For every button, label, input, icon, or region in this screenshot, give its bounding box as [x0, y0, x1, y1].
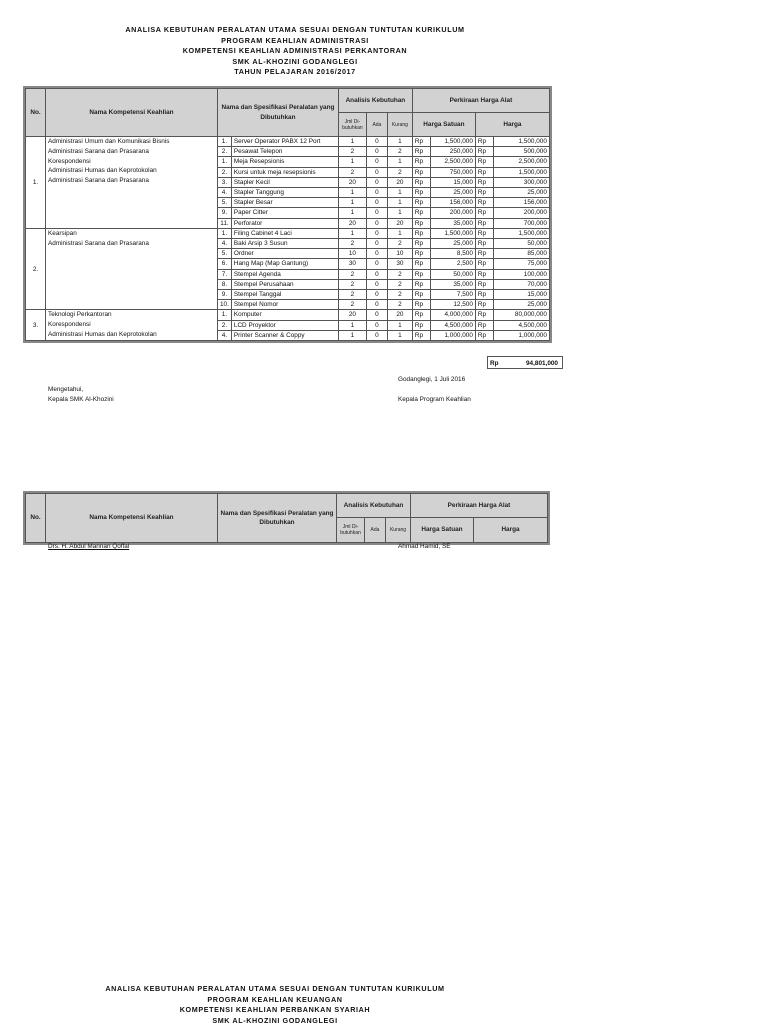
item-harga: 1,000,000: [493, 330, 549, 340]
item-currency: Rp: [412, 259, 430, 269]
item-name: Kursi untuk meja resepsionis: [231, 167, 338, 177]
item-harga: 1,500,000: [493, 167, 549, 177]
item-currency: Rp: [475, 157, 493, 167]
item-name: Hang Map (Map Gantung): [231, 259, 338, 269]
item-ada: 0: [366, 249, 387, 259]
item-currency: Rp: [412, 208, 430, 218]
item-currency: Rp: [475, 188, 493, 198]
header-analisis: Analisis Kebutuhan: [337, 494, 411, 518]
item-name: Stempel Nomor: [231, 300, 338, 310]
item-harga-satuan: 7,500: [430, 290, 475, 300]
header-jml: Jml Di-butuhkan: [338, 113, 366, 137]
item-harga: 15,000: [493, 290, 549, 300]
header-nama-spesifikasi: Nama dan Spesifikasi Peralatan yang Dibutuhkan: [218, 494, 337, 543]
title-line: ANALISA KEBUTUHAN PERALATAN UTAMA SESUAI DENGAN TUNTUTAN KURIKULUM: [0, 984, 560, 995]
item-currency: Rp: [412, 167, 430, 177]
item-no: 5.: [218, 249, 232, 259]
item-name: Komputer: [231, 310, 338, 320]
item-kurang: 2: [387, 300, 412, 310]
item-jml: 1: [338, 157, 366, 167]
document-title-2: [0, 984, 560, 1026]
item-harga: 75,000: [493, 259, 549, 269]
kompetensi-line: Administrasi Sarana dan Prasarana: [48, 239, 215, 249]
item-currency: Rp: [412, 228, 430, 238]
title-line: PROGRAM KEAHLIAN ADMINISTRASI: [0, 36, 590, 47]
header-kompetensi: Nama Kompetensi Keahlian: [46, 89, 218, 137]
group-no: 2.: [26, 228, 46, 310]
item-kurang: 2: [387, 279, 412, 289]
equipment-table-2: [25, 493, 548, 543]
item-harga-satuan: 250,000: [430, 147, 475, 157]
kompetensi-line: Administrasi Humas dan Keprotokolan: [48, 166, 215, 176]
item-ada: 0: [366, 239, 387, 249]
item-harga: 4,500,000: [493, 320, 549, 330]
item-harga-satuan: 25,000: [430, 188, 475, 198]
item-name: Stempel Tanggal: [231, 290, 338, 300]
header-harga: Harga: [474, 518, 548, 543]
header-no: No.: [26, 89, 46, 137]
item-kurang: 1: [387, 320, 412, 330]
header-kurang: Kurang: [387, 113, 412, 137]
signer-left: Drs. H. Abdul Mannan Qoffal: [48, 543, 129, 550]
table-row: [26, 310, 550, 320]
item-currency: Rp: [412, 137, 430, 147]
item-harga-satuan: 35,000: [430, 279, 475, 289]
kompetensi-line: Teknologi Perkantoran: [48, 310, 215, 320]
item-currency: Rp: [475, 208, 493, 218]
item-jml: 1: [338, 320, 366, 330]
item-name: Stapler Tanggung: [231, 188, 338, 198]
item-harga: 70,000: [493, 279, 549, 289]
item-harga-satuan: 12,500: [430, 300, 475, 310]
item-kurang: 2: [387, 290, 412, 300]
item-ada: 0: [366, 147, 387, 157]
item-harga: 50,000: [493, 239, 549, 249]
table-row: [26, 228, 550, 238]
item-jml: 20: [338, 218, 366, 228]
item-no: 7.: [218, 269, 232, 279]
item-no: 5.: [218, 198, 232, 208]
item-harga-satuan: 8,500: [430, 249, 475, 259]
item-harga: 156,000: [493, 198, 549, 208]
item-currency: Rp: [475, 300, 493, 310]
item-name: Perforator: [231, 218, 338, 228]
item-kurang: 10: [387, 249, 412, 259]
item-harga: 25,000: [493, 300, 549, 310]
item-jml: 2: [338, 167, 366, 177]
title-line: SMK AL-KHOZINI GODANGLEGI: [0, 57, 590, 68]
item-harga-satuan: 1,500,000: [430, 137, 475, 147]
item-no: 6.: [218, 259, 232, 269]
item-ada: 0: [366, 137, 387, 147]
header-kurang: Kurang: [386, 518, 411, 543]
item-jml: 30: [338, 259, 366, 269]
item-jml: 1: [338, 198, 366, 208]
item-currency: Rp: [412, 249, 430, 259]
place-date: Godanglegi, 1 Juli 2016: [398, 376, 465, 383]
item-name: Stempel Agenda: [231, 269, 338, 279]
header-analisis: Analisis Kebutuhan: [338, 89, 412, 113]
item-no: 4.: [218, 330, 232, 340]
item-currency: Rp: [475, 218, 493, 228]
item-harga-satuan: 2,500,000: [430, 157, 475, 167]
item-ada: 0: [366, 177, 387, 187]
item-currency: Rp: [412, 218, 430, 228]
item-jml: 1: [338, 137, 366, 147]
item-currency: Rp: [412, 330, 430, 340]
item-jml: 1: [338, 188, 366, 198]
item-currency: Rp: [475, 177, 493, 187]
header-perkiraan: Perkiraan Harga Alat: [411, 494, 548, 518]
item-name: Stapler Besar: [231, 198, 338, 208]
item-jml: 2: [338, 279, 366, 289]
item-ada: 0: [366, 330, 387, 340]
document-title: [0, 25, 590, 78]
item-harga-satuan: 4,500,000: [430, 320, 475, 330]
group-kompetensi: [46, 228, 218, 310]
item-currency: Rp: [412, 320, 430, 330]
item-currency: Rp: [412, 290, 430, 300]
item-kurang: 20: [387, 218, 412, 228]
item-currency: Rp: [412, 269, 430, 279]
item-jml: 2: [338, 147, 366, 157]
item-harga: 300,000: [493, 177, 549, 187]
item-currency: Rp: [412, 300, 430, 310]
item-harga-satuan: 4,000,000: [430, 310, 475, 320]
item-kurang: 2: [387, 147, 412, 157]
item-harga: 200,000: [493, 208, 549, 218]
item-name: Baki Arsip 3 Susun: [231, 239, 338, 249]
header-harga: Harga: [475, 113, 549, 137]
header-no: No.: [26, 494, 46, 543]
item-ada: 0: [366, 300, 387, 310]
item-currency: Rp: [475, 239, 493, 249]
total-value: 94,801,000: [526, 357, 562, 370]
item-harga-satuan: 50,000: [430, 269, 475, 279]
item-harga-satuan: 156,000: [430, 198, 475, 208]
item-ada: 0: [366, 167, 387, 177]
table-body: [26, 137, 550, 341]
item-no: 3.: [218, 177, 232, 187]
kepala-smk: Kepala SMK Al-Khozini: [48, 396, 114, 403]
item-ada: 0: [366, 259, 387, 269]
item-ada: 0: [366, 269, 387, 279]
item-harga: 80,000,000: [493, 310, 549, 320]
item-harga: 100,000: [493, 269, 549, 279]
item-ada: 0: [366, 310, 387, 320]
item-ada: 0: [366, 218, 387, 228]
title-line: KOMPETENSI KEAHLIAN PERBANKAN SYARIAH: [0, 1005, 560, 1016]
item-harga: 2,500,000: [493, 157, 549, 167]
group-kompetensi: [46, 310, 218, 341]
item-name: Filing Cabinet 4 Laci: [231, 228, 338, 238]
total-box: [487, 356, 563, 369]
item-currency: Rp: [475, 290, 493, 300]
kompetensi-line: Administrasi Sarana dan Prasarana: [48, 176, 215, 186]
item-ada: 0: [366, 188, 387, 198]
item-ada: 0: [366, 208, 387, 218]
item-no: 10.: [218, 300, 232, 310]
item-currency: Rp: [475, 330, 493, 340]
item-jml: 1: [338, 208, 366, 218]
item-currency: Rp: [412, 239, 430, 249]
item-kurang: 2: [387, 167, 412, 177]
item-no: 9.: [218, 290, 232, 300]
group-no: 3.: [26, 310, 46, 341]
item-kurang: 1: [387, 228, 412, 238]
item-kurang: 20: [387, 177, 412, 187]
kompetensi-line: Korespondensi: [48, 157, 215, 167]
item-jml: 2: [338, 239, 366, 249]
item-harga: 85,000: [493, 249, 549, 259]
item-kurang: 1: [387, 157, 412, 167]
mengetahui: Mengetahui,: [48, 386, 83, 393]
item-no: 4.: [218, 239, 232, 249]
item-currency: Rp: [475, 137, 493, 147]
item-currency: Rp: [475, 310, 493, 320]
item-jml: 2: [338, 290, 366, 300]
item-currency: Rp: [412, 157, 430, 167]
item-currency: Rp: [412, 310, 430, 320]
item-currency: Rp: [475, 259, 493, 269]
kompetensi-line: Administrasi Umum dan Komunikasi Bisnis: [48, 137, 215, 147]
item-kurang: 1: [387, 198, 412, 208]
header-nama-spesifikasi: Nama dan Spesifikasi Peralatan yang Dibutuhkan: [218, 89, 339, 137]
item-ada: 0: [366, 290, 387, 300]
header-harga-satuan: Harga Satuan: [412, 113, 475, 137]
title-line: PROGRAM KEAHLIAN KEUANGAN: [0, 995, 560, 1006]
item-name: Meja Resepsionis: [231, 157, 338, 167]
signer-right: Ahmad Hamid, SE: [398, 543, 451, 550]
item-name: Printer Scanner & Coppy: [231, 330, 338, 340]
item-kurang: 30: [387, 259, 412, 269]
item-currency: Rp: [475, 228, 493, 238]
item-kurang: 2: [387, 269, 412, 279]
title-line: TAHUN PELAJARAN 2016/2017: [0, 67, 590, 78]
item-no: 2.: [218, 320, 232, 330]
item-currency: Rp: [475, 320, 493, 330]
item-ada: 0: [366, 320, 387, 330]
item-currency: Rp: [412, 177, 430, 187]
item-currency: Rp: [475, 167, 493, 177]
item-currency: Rp: [475, 249, 493, 259]
header-perkiraan: Perkiraan Harga Alat: [412, 89, 549, 113]
item-name: Server Operator PABX 12 Port: [231, 137, 338, 147]
item-jml: 1: [338, 330, 366, 340]
title-line: SMK AL-KHOZINI GODANGLEGI: [0, 1016, 560, 1026]
item-no: 11.: [218, 218, 232, 228]
item-no: 1.: [218, 310, 232, 320]
item-kurang: 1: [387, 137, 412, 147]
header-ada: Ada: [365, 518, 386, 543]
item-ada: 0: [366, 198, 387, 208]
item-kurang: 1: [387, 208, 412, 218]
item-harga: 1,500,000: [493, 228, 549, 238]
header-kompetensi: Nama Kompetensi Keahlian: [46, 494, 218, 543]
item-harga-satuan: 2,500: [430, 259, 475, 269]
item-kurang: 1: [387, 188, 412, 198]
item-no: 9.: [218, 208, 232, 218]
item-harga-satuan: 200,000: [430, 208, 475, 218]
item-name: Stempel Perusahaan: [231, 279, 338, 289]
item-harga-satuan: 1,000,000: [430, 330, 475, 340]
item-no: 2.: [218, 147, 232, 157]
item-kurang: 2: [387, 239, 412, 249]
item-harga: 500,000: [493, 147, 549, 157]
item-jml: 20: [338, 310, 366, 320]
item-jml: 1: [338, 228, 366, 238]
item-name: Paper Citter: [231, 208, 338, 218]
item-harga-satuan: 1,500,000: [430, 228, 475, 238]
item-jml: 2: [338, 300, 366, 310]
title-line: ANALISA KEBUTUHAN PERALATAN UTAMA SESUAI DENGAN TUNTUTAN KURIKULUM: [0, 25, 590, 36]
item-no: 4.: [218, 188, 232, 198]
item-harga-satuan: 750,000: [430, 167, 475, 177]
item-no: 1.: [218, 228, 232, 238]
kompetensi-line: Administrasi Humas dan Keprotokolan: [48, 330, 215, 340]
item-harga: 700,000: [493, 218, 549, 228]
header-ada: Ada: [366, 113, 387, 137]
item-name: LCD Proyektor: [231, 320, 338, 330]
title-line: KOMPETENSI KEAHLIAN ADMINISTRASI PERKANTORAN: [0, 46, 590, 57]
item-no: 8.: [218, 279, 232, 289]
item-ada: 0: [366, 157, 387, 167]
item-no: 2.: [218, 167, 232, 177]
item-currency: Rp: [475, 269, 493, 279]
item-currency: Rp: [412, 147, 430, 157]
group-no: 1.: [26, 137, 46, 229]
item-no: 1.: [218, 157, 232, 167]
equipment-table: [25, 88, 550, 341]
item-ada: 0: [366, 228, 387, 238]
total-currency: Rp: [488, 357, 499, 370]
item-jml: 2: [338, 269, 366, 279]
item-currency: Rp: [475, 147, 493, 157]
item-currency: Rp: [412, 279, 430, 289]
item-currency: Rp: [412, 188, 430, 198]
item-name: Ordner: [231, 249, 338, 259]
item-harga-satuan: 15,000: [430, 177, 475, 187]
item-harga-satuan: 35,000: [430, 218, 475, 228]
item-name: Pesawat Telepon: [231, 147, 338, 157]
kompetensi-line: Korespondensi: [48, 320, 215, 330]
kompetensi-line: Kearsipan: [48, 229, 215, 239]
item-currency: Rp: [412, 198, 430, 208]
group-kompetensi: [46, 137, 218, 229]
item-jml: 10: [338, 249, 366, 259]
item-currency: Rp: [475, 279, 493, 289]
table-row: [26, 137, 550, 147]
kepala-program: Kepala Program Keahlian: [398, 396, 471, 403]
header-jml: Jml Di-butuhkan: [337, 518, 365, 543]
item-currency: Rp: [475, 198, 493, 208]
item-harga-satuan: 25,000: [430, 239, 475, 249]
item-harga: 25,000: [493, 188, 549, 198]
item-kurang: 1: [387, 330, 412, 340]
header-harga-satuan: Harga Satuan: [411, 518, 474, 543]
item-kurang: 20: [387, 310, 412, 320]
item-no: 1.: [218, 137, 232, 147]
item-jml: 20: [338, 177, 366, 187]
kompetensi-line: Administrasi Sarana dan Prasarana: [48, 147, 215, 157]
item-harga: 1,500,000: [493, 137, 549, 147]
item-name: Stapler Kecil: [231, 177, 338, 187]
item-ada: 0: [366, 279, 387, 289]
